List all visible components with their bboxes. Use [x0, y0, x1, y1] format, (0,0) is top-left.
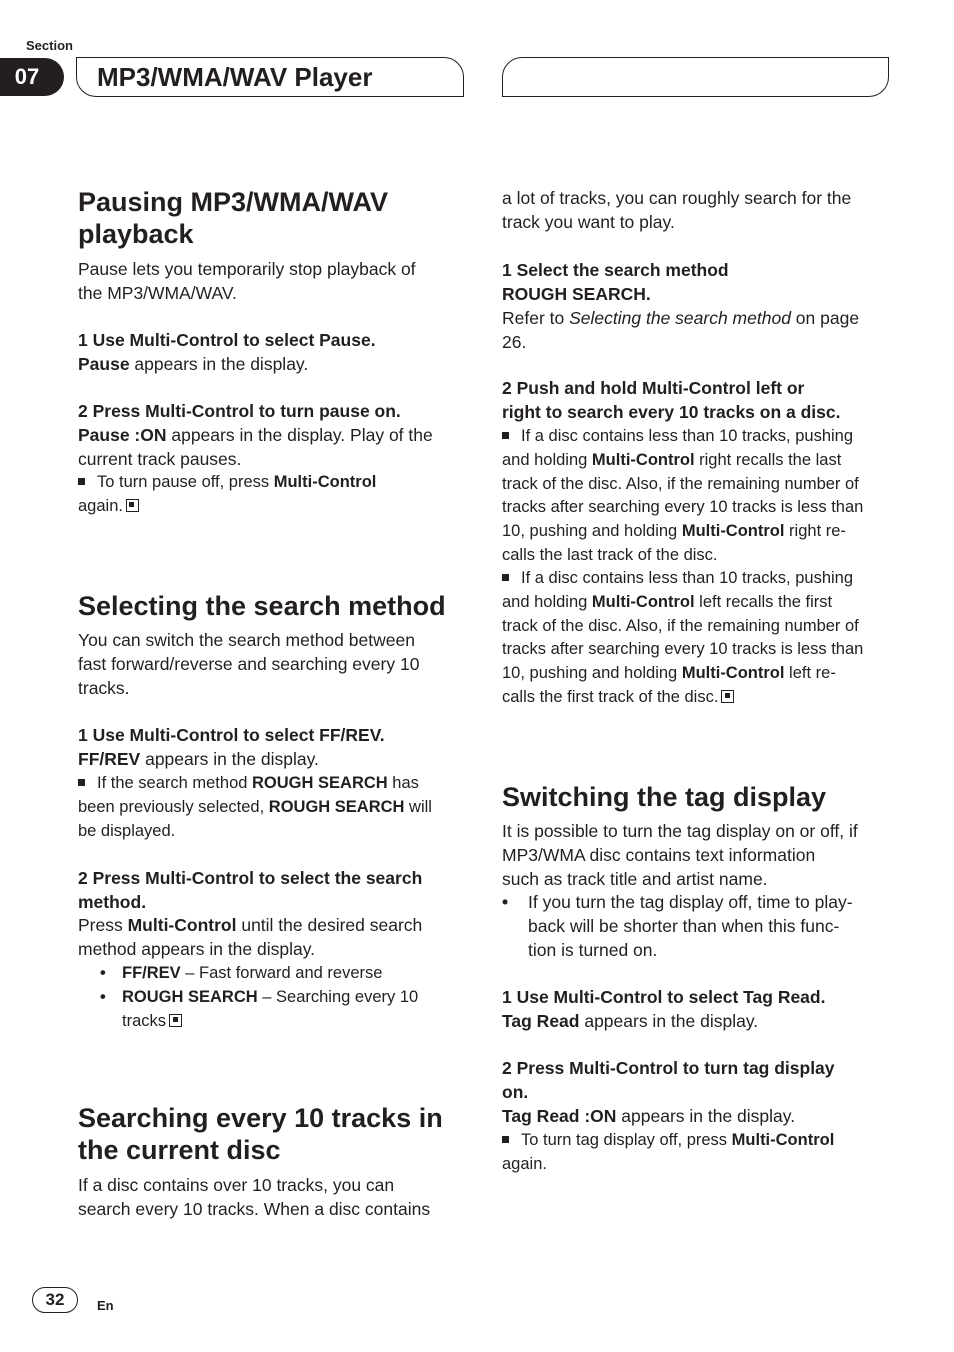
note-square-icon: [502, 574, 509, 581]
pausing-step-1: 1 Use Multi-Control to select Pause.: [78, 330, 376, 350]
search-method-step-1: 1 Use Multi-Control to select FF/REV.: [78, 725, 385, 745]
tag-step-1-text: Tag Read appears in the display.: [502, 1011, 759, 1031]
section-label: Section: [26, 38, 73, 53]
tag-step-1: 1 Use Multi-Control to select Tag Read.: [502, 987, 826, 1007]
every10-step-1: 1 Select the search method ROUGH SEARCH.: [502, 260, 729, 304]
tag-note: To turn tag display off, press Multi-Control again.: [502, 1131, 835, 1173]
note-square-icon: [78, 779, 85, 786]
search-method-press-text: Press Multi-Control until the desired search method appears in the display.: [78, 915, 423, 959]
pausing-step-2-text: Pause :ON appears in the display. Play of the current track pauses.: [78, 425, 433, 469]
note-square-icon: [502, 1136, 509, 1143]
every10-note-2: If a disc contains less than 10 tracks, pushing and holding Multi-Control left recalls the first track of the disc. Also, if the remaining number of tracks after searching every 10 tracks is less than 10, pushing and holding Multi-Control left re- calls the first track of the disc.: [502, 569, 864, 706]
every10-note-1: If a disc contains less than 10 tracks, pushing and holding Multi-Control right recalls the last track of the disc. Also, if the remaining number of tracks after searching every 10 tracks is less than 10, pushing and holding Multi-Control right re- calls the last track of the disc.: [502, 427, 864, 564]
pausing-intro: Pause lets you temporarily stop playback of the MP3/WMA/WAV.: [78, 259, 416, 303]
tag-bullet: • If you turn the tag display off, time to play- back will be shorter than when this func- tion is turned on.: [502, 892, 853, 960]
language-label: En: [97, 1298, 114, 1313]
pausing-step-2: 2 Press Multi-Control to turn pause on.: [78, 401, 401, 421]
end-mark-icon: [169, 1014, 182, 1027]
every10-intro-part2: a lot of tracks, you can roughly search for the track you want to play.: [502, 188, 852, 232]
every10-heading: Searching every 10 tracks in the current disc: [78, 1103, 443, 1165]
end-mark-icon: [721, 690, 734, 703]
every10-intro-part1: If a disc contains over 10 tracks, you can search every 10 tracks. When a disc contains: [78, 1175, 431, 1219]
header-right-frame: [502, 57, 889, 97]
tag-intro: It is possible to turn the tag display on or off, if MP3/WMA disc contains text information such as track title and artist name.: [502, 821, 858, 889]
list-item: • ROUGH SEARCH – Searching every 10 tracks: [100, 988, 419, 1030]
list-item: • FF/REV – Fast forward and reverse: [100, 964, 383, 982]
search-method-step-2: 2 Press Multi-Control to select the search method.: [78, 868, 423, 912]
every10-refer: Refer to Selecting the search method on page 26.: [502, 308, 860, 352]
search-method-note: If the search method ROUGH SEARCH has been previously selected, ROUGH SEARCH will be displayed.: [78, 774, 432, 840]
end-mark-icon: [126, 499, 139, 512]
note-square-icon: [78, 478, 85, 485]
pausing-note: To turn pause off, press Multi-Control again.: [78, 473, 377, 515]
section-number-badge: 07: [0, 58, 64, 96]
tag-step-2-text: Tag Read :ON appears in the display.: [502, 1106, 796, 1126]
tag-heading: Switching the tag display: [502, 782, 827, 812]
pausing-heading: Pausing MP3/WMA/WAV playback: [78, 187, 389, 249]
page-title: MP3/WMA/WAV Player: [97, 62, 373, 92]
note-square-icon: [502, 432, 509, 439]
search-method-heading: Selecting the search method: [78, 591, 446, 621]
tag-step-2: 2 Press Multi-Control to turn tag display on.: [502, 1058, 835, 1102]
page-number: 32: [32, 1287, 78, 1313]
every10-step-2: 2 Push and hold Multi-Control left or right to search every 10 tracks on a disc.: [502, 378, 841, 422]
search-method-step-1-text: FF/REV appears in the display.: [78, 749, 319, 769]
search-method-intro: You can switch the search method between fast forward/reverse and searching every 10 tracks.: [78, 630, 420, 698]
pausing-step-1-text: Pause appears in the display.: [78, 354, 309, 374]
